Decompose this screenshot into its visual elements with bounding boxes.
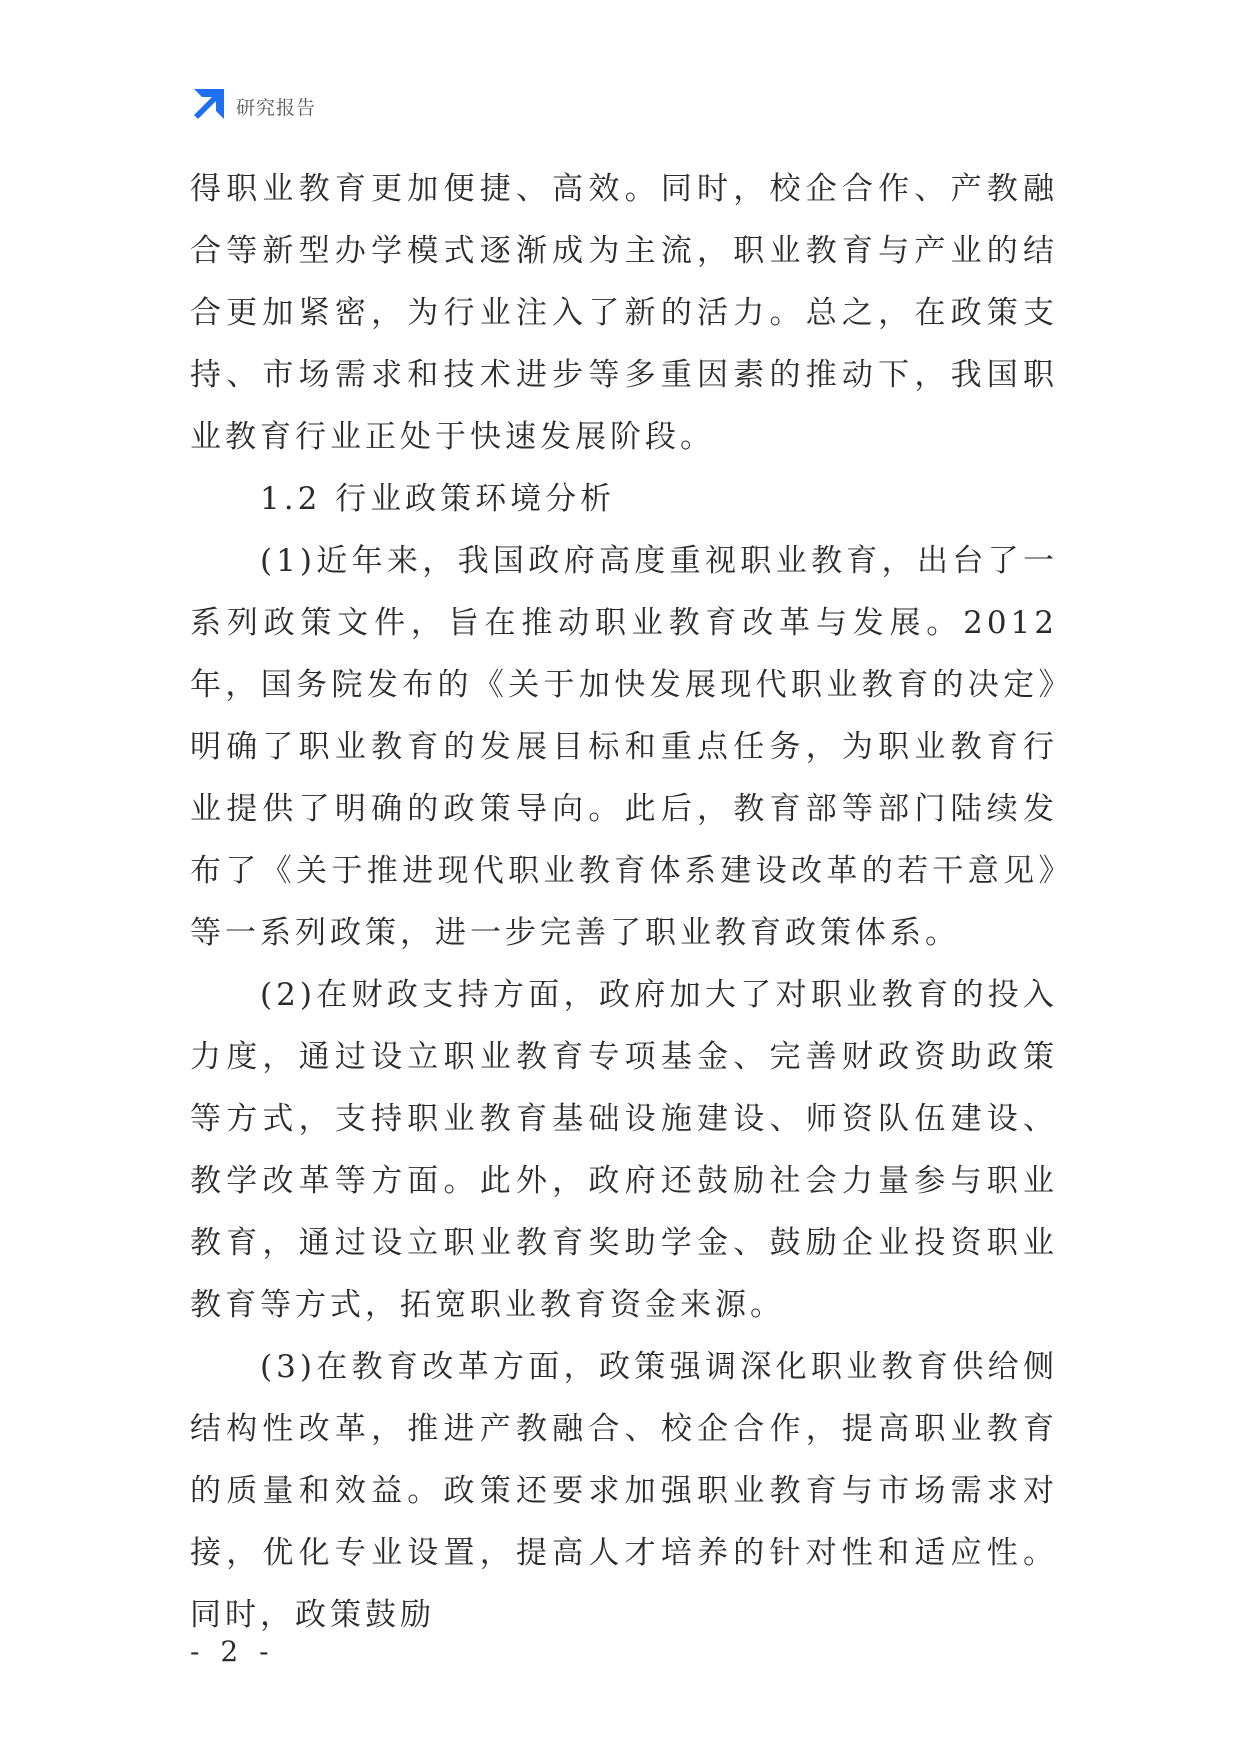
report-header [190,88,316,124]
body-paragraph-1: (1)近年来，我国政府高度重视职业教育，出台了一系列政策文件，旨在推动职业教育改革与发展。2012 年，国务院发布的《关于加快发展现代职业教育的决定》明确了职业教育的发展目标和重点任务，为职业教育行业提供了明确的政策导向。此后，教育部等部门陆续发布了《关于推进现代职业教育体系建设改革的若干意见》等一系列政策，进一步完善了职业教育政策体系。 [190,543,1058,951]
header-title: 研究报告 [236,96,317,119]
body-paragraph-2: (2)在财政支持方面，政府加大了对职业教育的投入力度，通过设立职业教育专项基金、完善财政资助政策等方式，支持职业教育基础设施建设、师资队伍建设、教学改革等方面。此外，政府还鼓励社会力量参与职业教育，通过设立职业教育奖助学金、鼓励企业投资职业教育等方式，拓宽职业教育资金来源。 [190,977,1058,1323]
document-body [190,158,1058,1646]
body-paragraph-3: (3)在教育改革方面，政策强调深化职业教育供给侧结构性改革，推进产教融合、校企合作，提高职业教育的质量和效益。政策还要求加强职业教育与市场需求对接，优化专业设置，提高人才培养的针对性和适应性。同时，政策鼓励 [190,1349,1058,1633]
up-right-arrow-logo-icon [190,89,224,123]
body-paragraph-continued: 得职业教育更加便捷、高效。同时，校企合作、产教融合等新型办学模式逐渐成为主流，职业教育与产业的结合更加紧密，为行业注入了新的活力。总之，在政策支持、市场需求和技术进步等多重因素的推动下，我国职业教育行业正处于快速发展阶段。 [190,171,1058,455]
page-number: - 2 - [190,1635,275,1668]
section-heading: 1.2 行业政策环境分析 [260,481,616,517]
